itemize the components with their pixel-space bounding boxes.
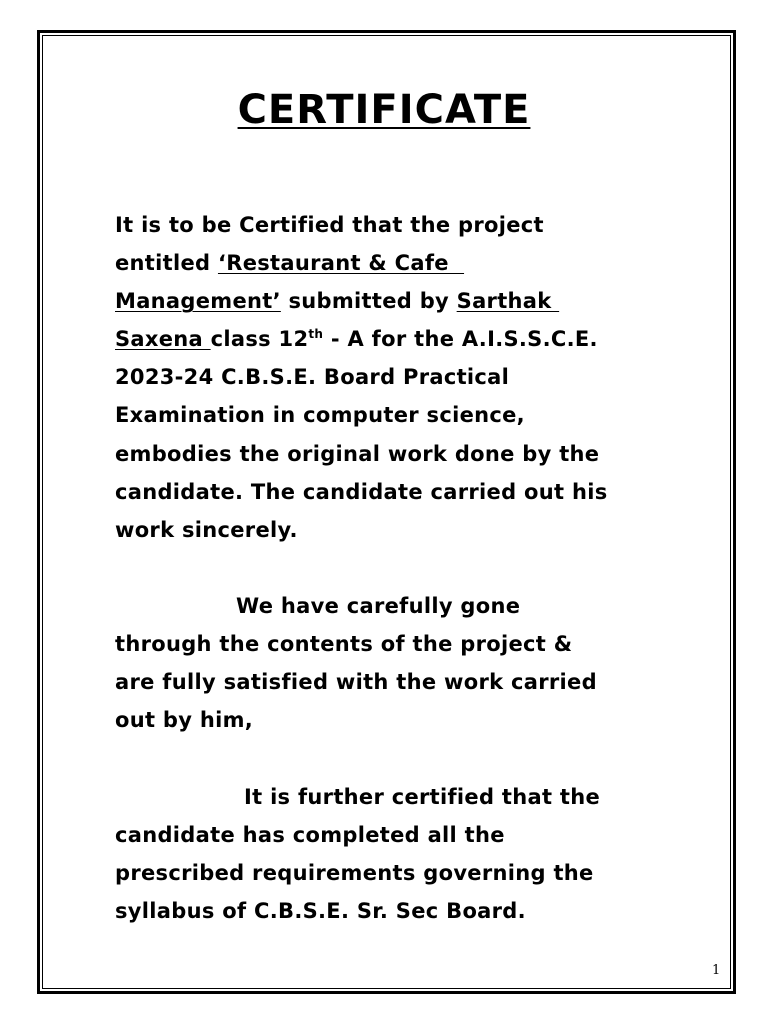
certificate-title: CERTIFICATE xyxy=(237,87,531,133)
para1-line-8: candidate. The candidate carried out his xyxy=(115,480,608,504)
text-submitted-by: submitted by xyxy=(280,289,457,313)
text-class: class 12 xyxy=(210,327,309,351)
text-section-exam: - A for the A.I.S.S.C.E. xyxy=(323,327,598,351)
para1-line-1: It is to be Certified that the project xyxy=(115,213,544,237)
student-first-name: Sarthak xyxy=(456,289,560,313)
para2-line-4: out by him, xyxy=(115,708,254,732)
page-number: 1 xyxy=(712,963,721,978)
para3-line-2: candidate has completed all the xyxy=(115,823,505,847)
para1-line-7: embodies the original work done by the xyxy=(115,442,600,466)
para1-line-9: work sincerely. xyxy=(115,518,298,542)
para2-line-1: We have carefully gone xyxy=(236,594,521,618)
para1-line-4 xyxy=(115,325,598,353)
para1-line-6: Examination in computer science, xyxy=(115,403,525,427)
text-entitled: entitled xyxy=(115,251,218,275)
student-last-name: Saxena xyxy=(115,327,211,351)
para3-line-1: It is further certified that the xyxy=(244,785,601,809)
para1-line-5: 2023-24 C.B.S.E. Board Practical xyxy=(115,365,510,389)
para2-line-2: through the contents of the project & xyxy=(115,632,573,656)
para1-line-2 xyxy=(115,249,464,277)
para3-line-3: prescribed requirements governing the xyxy=(115,861,594,885)
project-title-part-1: ‘Restaurant & Cafe xyxy=(217,251,465,275)
para1-line-3 xyxy=(115,287,559,315)
class-superscript: th xyxy=(308,327,324,341)
project-title-part-2: Management’ xyxy=(115,289,281,313)
para3-line-4: syllabus of C.B.S.E. Sr. Sec Board. xyxy=(115,899,526,923)
para2-line-3: are fully satisfied with the work carried xyxy=(115,670,597,694)
